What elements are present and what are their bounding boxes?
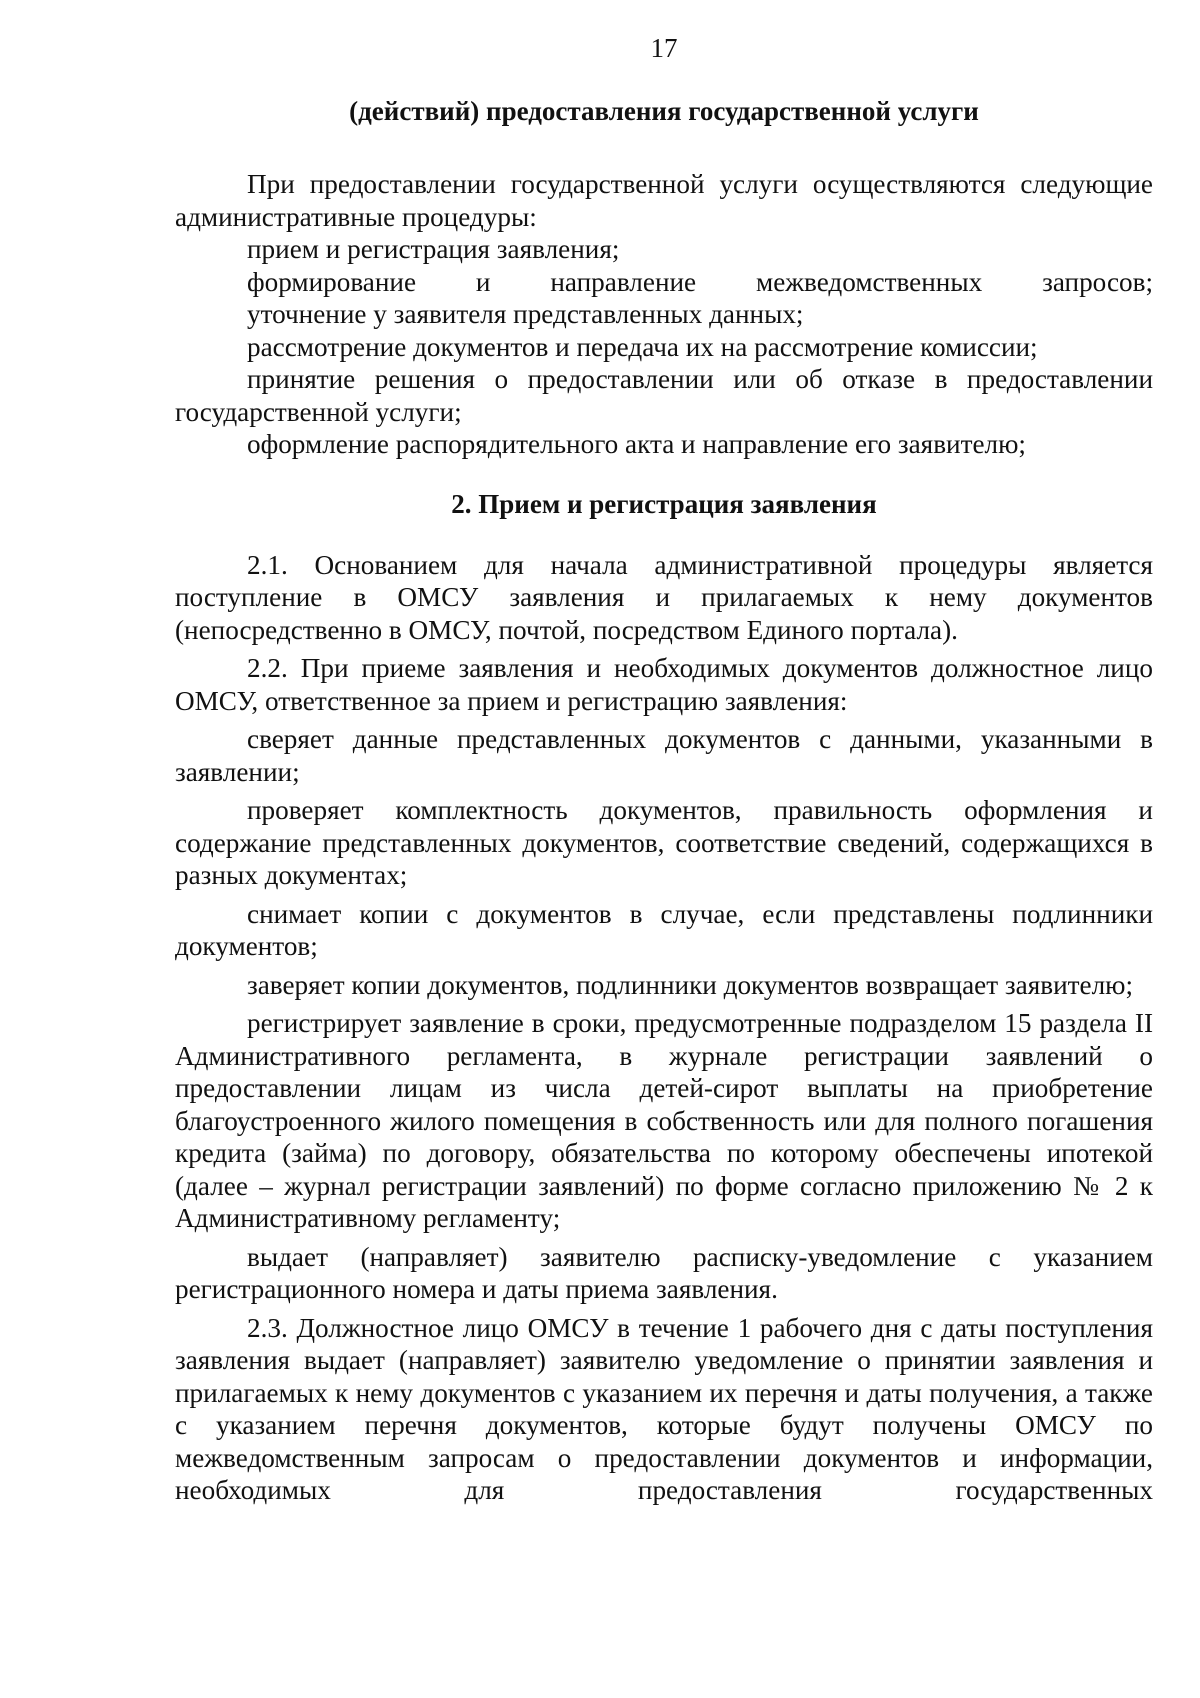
section-title: 2. Прием и регистрация заявления bbox=[451, 488, 877, 519]
duty-item: выдает (направляет) заявителю расписку-уведомление с указанием регистрационного номера и даты приема заявления. bbox=[175, 1241, 1153, 1304]
paragraph-2-2: 2.2. При приеме заявления и необходимых документов должностное лицо ОМСУ, ответственное за прием и регистрацию заявления: bbox=[175, 653, 1153, 716]
duty-item: снимает копии с документов в случае, если представлены подлинники документов; bbox=[175, 898, 1153, 961]
page-number: 17 bbox=[650, 33, 678, 63]
procedure-item: уточнение у заявителя представленных данных; bbox=[247, 299, 804, 329]
procedure-item: рассмотрение документов и передача их на рассмотрение комиссии; bbox=[247, 331, 1038, 362]
paragraph-2-1: 2.1. Основанием для начала административной процедуры является поступление в ОМСУ заявления и прилагаемых к нему документов (непосредственно в ОМСУ, почтой, посредством Единого портала). bbox=[175, 549, 1153, 645]
duty-item: заверяет копии документов, подлинники документов возвращает заявителю; bbox=[247, 969, 1133, 1000]
procedure-item: принятие решения о предоставлении или об отказе в предоставлении государственной услуги; bbox=[175, 364, 1153, 427]
duty-item: регистрирует заявление в сроки, предусмотренные подразделом 15 раздела II Административного регламента, в журнале регистрации заявлений о предоставлении лицам из числа детей-сирот выплаты на приобретение благоустроенного жилого помещения в собственность или для полного погашения кредита (займа) по договору, обязательства по которому обеспечены ипотекой (далее – журнал регистрации заявлений) по форме согласно приложению № 2 к Административному регламенту; bbox=[175, 1008, 1153, 1233]
intro-lead: При предоставлении государственной услуги осуществляются следующие административные процедуры: bbox=[175, 169, 1153, 232]
paragraph-2-3: 2.3. Должностное лицо ОМСУ в течение 1 рабочего дня с даты поступления заявления выдает (направляет) заявителю уведомление о принятии заявления и прилагаемых к нему документов с указанием их перечня и даты получения, а также с указанием перечня документов, которые будут получены ОМСУ по межведомственным запросам о предоставлении документов и информации, необходимых для предоставления государственных bbox=[175, 1312, 1153, 1505]
procedure-item: формирование и направление межведомственных запросов; bbox=[247, 266, 1153, 297]
duty-item: проверяет комплектность документов, правильность оформления и содержание представленных документов, соответствие сведений, содержащихся в разных документах; bbox=[175, 795, 1153, 890]
duty-item: сверяет данные представленных документов с данными, указанными в заявлении; bbox=[175, 724, 1153, 787]
procedure-item: прием и регистрация заявления; bbox=[247, 234, 620, 264]
procedure-item: оформление распорядительного акта и направление его заявителю; bbox=[247, 429, 1026, 459]
document-page bbox=[175, 30, 1153, 1507]
heading-continuation: (действий) предоставления государственной услуги bbox=[349, 96, 979, 126]
